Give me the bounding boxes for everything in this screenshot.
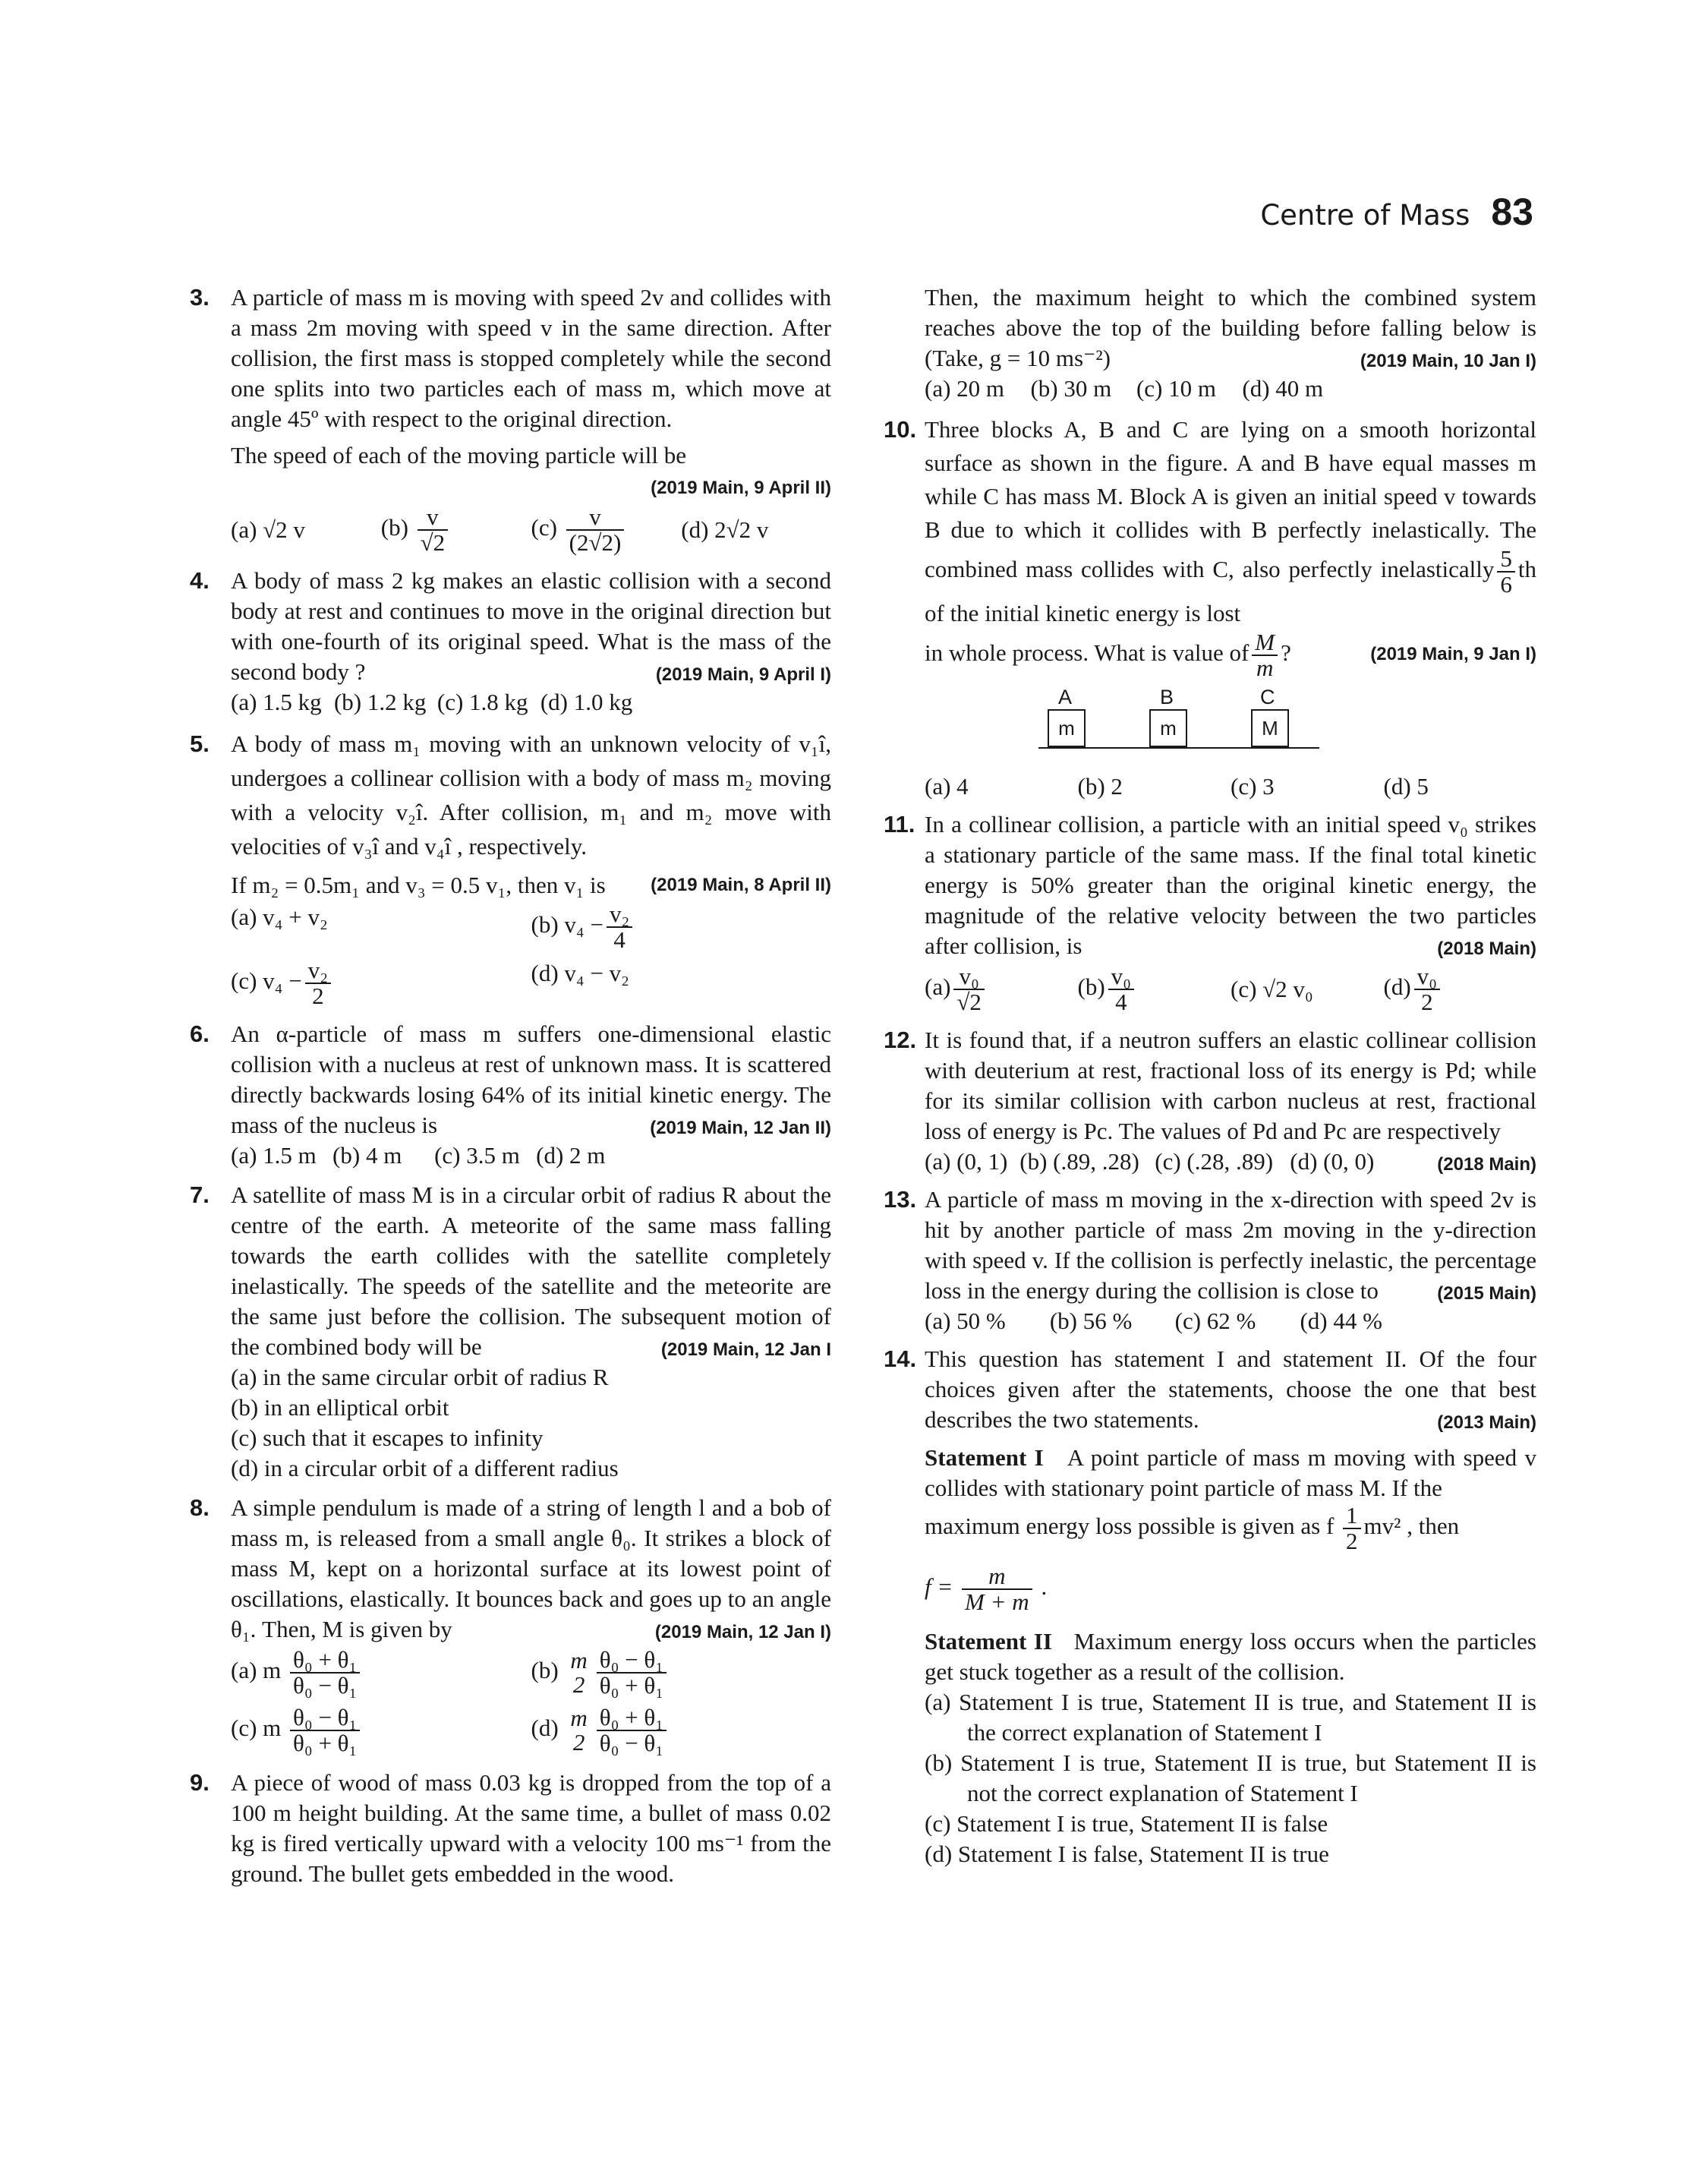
statement-2-text: Maximum energy loss occurs when the particles get stuck together as a result of the collision.	[925, 1628, 1536, 1685]
fraction	[607, 902, 632, 952]
option-prefix: (c) v₄ −	[231, 967, 302, 995]
f-expression-suffix: .	[1041, 1573, 1048, 1601]
question-number: 11.	[884, 811, 915, 838]
question-text: A particle of mass m moving in the x-direction with speed 2v is hit by another particle of mass 2m moving in the y-direction with speed v. If the collision is perfectly inelastic, the percentage loss in the energy during the collision is close to	[925, 1186, 1536, 1304]
options	[925, 374, 1348, 404]
option-b: (b) 56 %	[1049, 1308, 1133, 1334]
numerator: v₀	[953, 964, 985, 990]
fraction	[290, 1705, 360, 1756]
option-c: (c) 3.5 m	[434, 1142, 520, 1169]
question-number: 7.	[190, 1181, 210, 1208]
question-text-2: The speed of each of the moving particle will be	[231, 442, 686, 468]
option-b: (b) 4 m	[332, 1142, 402, 1169]
option-b	[531, 902, 832, 952]
option-c: (c) 10 m	[1136, 375, 1216, 402]
fraction	[305, 958, 331, 1008]
question-number: 10.	[884, 416, 917, 443]
option-a: (a) 20 m	[925, 375, 1005, 402]
question-number: 9.	[190, 1769, 210, 1796]
denominator: θ₀ − θ₁	[293, 1672, 358, 1699]
option-b: (b) 30 m	[1030, 375, 1112, 402]
question-text: A piece of wood of mass 0.03 kg is dropped from the top of a 100 m height building. At the same time, a bullet of mass 0.02 kg is fired vertically upward with a velocity 100 ms⁻¹ from the ground. The bullet gets embedded in the wood.	[231, 1769, 831, 1887]
option-d: (d) 40 m	[1242, 375, 1324, 402]
denominator: 2	[572, 1671, 585, 1698]
option-c: (c) 1.8 kg	[436, 689, 528, 715]
source-tag: (2019 Main, 12 Jan I	[660, 1339, 831, 1360]
page-number: 83	[1491, 191, 1533, 233]
options	[231, 1140, 638, 1171]
fraction	[290, 1648, 360, 1698]
question-text: A body of mass 2 kg makes an elastic collision with a second body at rest and continues to move in the original direction but with one-fourth of its original speed. What is the mass of the second body ?	[231, 567, 831, 685]
option-prefix: (b) v₄ −	[531, 911, 603, 939]
option-d: (d) 44 %	[1300, 1308, 1382, 1334]
left-column	[190, 282, 831, 1889]
numerator: m	[570, 1647, 588, 1674]
option-c: (c) such that it escapes to infinity	[231, 1424, 544, 1451]
option-a: (a) Statement I is true, Statement II is true, and Statement II is the correct explanation of Statement I	[925, 1689, 1536, 1746]
option-prefix: (a) m	[231, 1657, 282, 1684]
option-b: (b) Statement I is true, Statement II is true, but Statement II is not the correct explanation of Statement I	[925, 1749, 1536, 1806]
source-tag: (2019 Main, 8 April II)	[651, 875, 831, 895]
fraction	[962, 1564, 1032, 1614]
source-tag: (2013 Main)	[1437, 1412, 1536, 1433]
question-text-2: If m₂ = 0.5m₁ and v₃ = 0.5 v₁, then v₁ is	[231, 872, 606, 898]
question-4	[190, 566, 831, 718]
numerator: 5	[1497, 547, 1515, 573]
option-d: (d) (0, 0)	[1290, 1148, 1375, 1175]
source-tag: (2019 Main, 12 Jan II)	[650, 1118, 831, 1138]
question-11	[884, 809, 1536, 1014]
option-d: (d) 2 m	[536, 1142, 606, 1169]
question-7	[190, 1180, 831, 1484]
options	[925, 771, 1536, 802]
numerator: m	[962, 1564, 1032, 1590]
numerator: θ₀ + θ₁	[597, 1705, 666, 1731]
source-tag: (2019 Main, 12 Jan I)	[654, 1622, 831, 1642]
denominator: 4	[1115, 989, 1127, 1015]
source-tag: (2018 Main)	[1437, 1154, 1536, 1175]
option-a: (a) 50 %	[925, 1308, 1006, 1334]
numerator: θ₀ − θ₁	[597, 1648, 666, 1674]
denominator: 6	[1500, 571, 1512, 598]
question-14	[884, 1344, 1536, 1869]
denominator: 2	[1421, 989, 1433, 1015]
blocks-figure	[1038, 685, 1327, 768]
fraction	[566, 505, 625, 555]
option-d: (d) Statement I is false, Statement II is true	[925, 1841, 1329, 1867]
option-a	[231, 1648, 531, 1698]
option-d: (d) 2√2 v	[681, 516, 769, 543]
numerator: v	[418, 505, 449, 531]
option-b: (b) 2	[1077, 773, 1123, 800]
option-prefix: (c) m	[231, 1715, 282, 1742]
question-number: 14.	[884, 1345, 917, 1372]
source-tag: (2019 Main, 9 April I)	[655, 664, 831, 685]
option-c: (c) 3	[1231, 773, 1275, 800]
question-9-continued	[884, 282, 1536, 404]
option-c: (c) Statement I is true, Statement II is false	[925, 1810, 1328, 1837]
denominator: √2	[420, 529, 446, 556]
options	[925, 964, 1536, 1014]
options	[925, 1306, 1425, 1336]
statement-1-text: A point particle of mass m moving with speed v collides with stationary point particle of mass M. If the	[925, 1444, 1537, 1501]
chapter-title: Centre of Mass	[1260, 199, 1470, 232]
options	[231, 687, 644, 718]
question-text: Three blocks A, B and C are lying on a smooth horizontal surface as shown in the figure. A and B have equal masses m while C has mass M. Block A is given an initial speed v towards B due to which it collides with B perfectly inelastically. The combined mass collides with C, also perfectly inelastically	[925, 416, 1536, 583]
option-a: (a) v₄ + v₂	[231, 904, 328, 930]
block-label-c: C	[1260, 686, 1275, 708]
denominator: 2	[1346, 1528, 1358, 1554]
numerator: v₀	[1414, 964, 1440, 990]
block-a: m	[1048, 709, 1086, 747]
question-text: A body of mass m₁ moving with an unknown velocity of v₁î, undergoes a collinear collision with a body of mass m₂ moving with a velocity v₂î. After collision, m₁ and m₂ move with velocities of v₃î and v₄î , respectively.	[231, 730, 831, 860]
denominator: 4	[613, 926, 626, 953]
option-d: (d) in a circular orbit of a different radius	[231, 1455, 619, 1481]
option-b: (b) (.89, .28)	[1019, 1148, 1139, 1175]
question-12	[884, 1025, 1536, 1177]
option-c: (c) √2 v₀	[1231, 976, 1313, 1002]
statement-1-label: Statement I	[925, 1444, 1044, 1471]
denominator: θ₀ + θ₁	[293, 1730, 358, 1756]
page-header	[1260, 190, 1533, 234]
option-label: (b)	[380, 514, 408, 541]
denominator: M + m	[965, 1588, 1029, 1615]
option-d	[531, 1705, 832, 1756]
numerator: 1	[1343, 1503, 1361, 1529]
fraction	[597, 1705, 666, 1756]
fraction	[597, 1648, 666, 1698]
mv-squared: mv²	[1363, 1513, 1401, 1540]
f-expression-prefix: f =	[925, 1573, 953, 1601]
option-a: (a) 1.5 kg	[231, 689, 322, 715]
question-number: 13.	[884, 1186, 917, 1213]
fraction	[953, 964, 985, 1014]
question-number: 3.	[190, 284, 210, 311]
question-text: This question has statement I and statement II. Of the four choices given after the statements, choose the one that best describes the two statements.	[925, 1345, 1536, 1433]
right-column	[884, 282, 1536, 1869]
option-prefix: (b)	[1077, 973, 1105, 1001]
option-prefix: (d)	[531, 1715, 559, 1742]
block-label-b: B	[1160, 686, 1174, 708]
surface-line	[1038, 747, 1319, 749]
question-10	[884, 413, 1536, 802]
option-c	[231, 1705, 531, 1756]
option-c	[531, 505, 682, 555]
numerator: v	[566, 505, 625, 531]
question-6	[190, 1019, 831, 1171]
option-b: (b) 1.2 kg	[333, 689, 427, 715]
question-text-cont: th of the initial kinetic energy is lost	[925, 556, 1536, 626]
source-tag: (2015 Main)	[1437, 1283, 1536, 1304]
option-a: (a) √2 v	[231, 516, 305, 543]
question-text: A simple pendulum is made of a string of length l and a bob of mass m, is released from a small angle θ₀. It strikes a block of mass M, kept on a horizontal surface at its lowest point of oscillations, elastically. It bounces back and goes up to an angle θ₁. Then, M is given by	[231, 1494, 831, 1642]
options	[231, 505, 831, 555]
statement-1-then: , then	[1407, 1513, 1460, 1540]
question-text: A particle of mass m is moving with speed 2v and collides with a mass 2m moving with speed v in the same direction. After collision, the first mass is stopped completely while the second one splits into two particles each of mass m, which move at angle 45º with respect to the original direction.	[231, 284, 831, 432]
block-c: M	[1251, 709, 1289, 747]
question-number: 5.	[190, 730, 210, 757]
option-d: (d) 1.0 kg	[540, 689, 633, 715]
question-13	[884, 1185, 1536, 1336]
block-b: m	[1149, 709, 1187, 747]
fraction	[1108, 964, 1134, 1014]
denominator: √2	[956, 989, 982, 1015]
options	[231, 902, 831, 952]
question-text: A satellite of mass M is in a circular orbit of radius R about the centre of the earth. A meteorite of the same mass falling towards the earth collides with the satellite completely inelastically. The speeds of the satellite and the meteorite are the same just before the collision. The subsequent motion of the combined body will be	[231, 1181, 831, 1360]
fraction	[1252, 630, 1278, 680]
block-label-a: A	[1058, 686, 1073, 708]
question-text-3: in whole process. What is value of	[925, 639, 1249, 667]
option-a: (a) 1.5 m	[231, 1142, 317, 1169]
question-text: It is found that, if a neutron suffers an elastic collinear collision with deuterium at rest, fractional loss of its energy is Pd; while for its similar collision with carbon nucleus at rest, fractional loss of energy is Pc. The values of Pd and Pc are respectively	[925, 1027, 1536, 1144]
question-text: An α-particle of mass m suffers one-dimensional elastic collision with a nucleus at rest of unknown mass. It is scattered directly backwards losing 64% of its initial kinetic energy. The mass of the nucleus is	[231, 1021, 831, 1138]
denominator: 2	[312, 983, 324, 1009]
option-a: (a) (0, 1)	[925, 1148, 1008, 1175]
source-tag: (2019 Main, 10 Jan I)	[1360, 351, 1536, 371]
source-tag: (2019 Main, 9 April II)	[651, 478, 831, 498]
option-prefix: (b)	[531, 1657, 559, 1684]
option-b	[531, 1648, 832, 1698]
question-8	[190, 1493, 831, 1756]
question-5	[190, 727, 831, 1008]
option-a: (a) 4	[925, 773, 969, 800]
fraction-coefficient	[567, 1706, 590, 1755]
source-tag: (2019 Main, 9 Jan I)	[1370, 644, 1536, 664]
denominator: 2	[572, 1729, 585, 1756]
option-d	[1384, 964, 1537, 1014]
fraction	[418, 505, 449, 555]
numerator: v₂	[305, 958, 331, 984]
fraction	[1414, 964, 1440, 1014]
option-a	[925, 964, 1078, 1014]
options	[231, 1648, 831, 1698]
numerator: θ₀ − θ₁	[290, 1705, 360, 1731]
option-c	[231, 958, 531, 1008]
fraction-coefficient	[567, 1648, 590, 1697]
statement-2-label: Statement II	[925, 1628, 1052, 1655]
option-b	[1078, 964, 1231, 1014]
fraction	[1497, 547, 1515, 597]
question-mark: ?	[1281, 639, 1291, 667]
option-d: (d) 5	[1383, 773, 1429, 800]
options	[231, 958, 831, 1008]
denominator: (2√2)	[569, 529, 622, 556]
numerator: θ₀ + θ₁	[290, 1648, 360, 1674]
source-tag: (2018 Main)	[1437, 939, 1536, 959]
numerator: v₂	[607, 902, 632, 928]
fraction	[1343, 1503, 1361, 1554]
option-b	[381, 505, 531, 555]
denominator: m	[1256, 655, 1274, 681]
numerator: v₀	[1108, 964, 1134, 990]
question-3	[190, 282, 831, 555]
statement-1-text-2: maximum energy loss possible is given as f	[925, 1513, 1335, 1540]
question-number: 12.	[884, 1027, 917, 1053]
question-number: 8.	[190, 1494, 210, 1521]
option-label: (c)	[531, 514, 557, 541]
denominator: θ₀ − θ₁	[599, 1730, 664, 1756]
option-c: (c) 62 %	[1174, 1308, 1256, 1334]
option-d: (d) v₄ − v₂	[531, 960, 629, 986]
question-text: In a collinear collision, a particle with an initial speed v₀ strikes a stationary particle of the same mass. If the final total kinetic energy is 50% greater than the original kinetic energy, the magnitude of the relative velocity between the two particles after collision, is	[925, 811, 1536, 959]
numerator: M	[1252, 630, 1278, 656]
question-number: 4.	[190, 567, 210, 594]
option-prefix: (d)	[1383, 973, 1411, 1001]
question-text-2: Then, the maximum height to which the combined system reaches above the top of the building before falling below is (Take, g = 10 ms⁻²)	[925, 284, 1536, 371]
numerator: m	[570, 1705, 588, 1731]
options	[925, 1147, 1425, 1177]
options	[231, 1705, 831, 1756]
option-b: (b) in an elliptical orbit	[231, 1394, 449, 1421]
option-prefix: (a)	[925, 973, 951, 1001]
question-9	[190, 1768, 831, 1889]
question-number: 6.	[190, 1021, 210, 1047]
option-a: (a) in the same circular orbit of radius R	[231, 1364, 609, 1390]
denominator: θ₀ + θ₁	[599, 1672, 664, 1699]
option-c: (c) (.28, .89)	[1155, 1148, 1274, 1175]
